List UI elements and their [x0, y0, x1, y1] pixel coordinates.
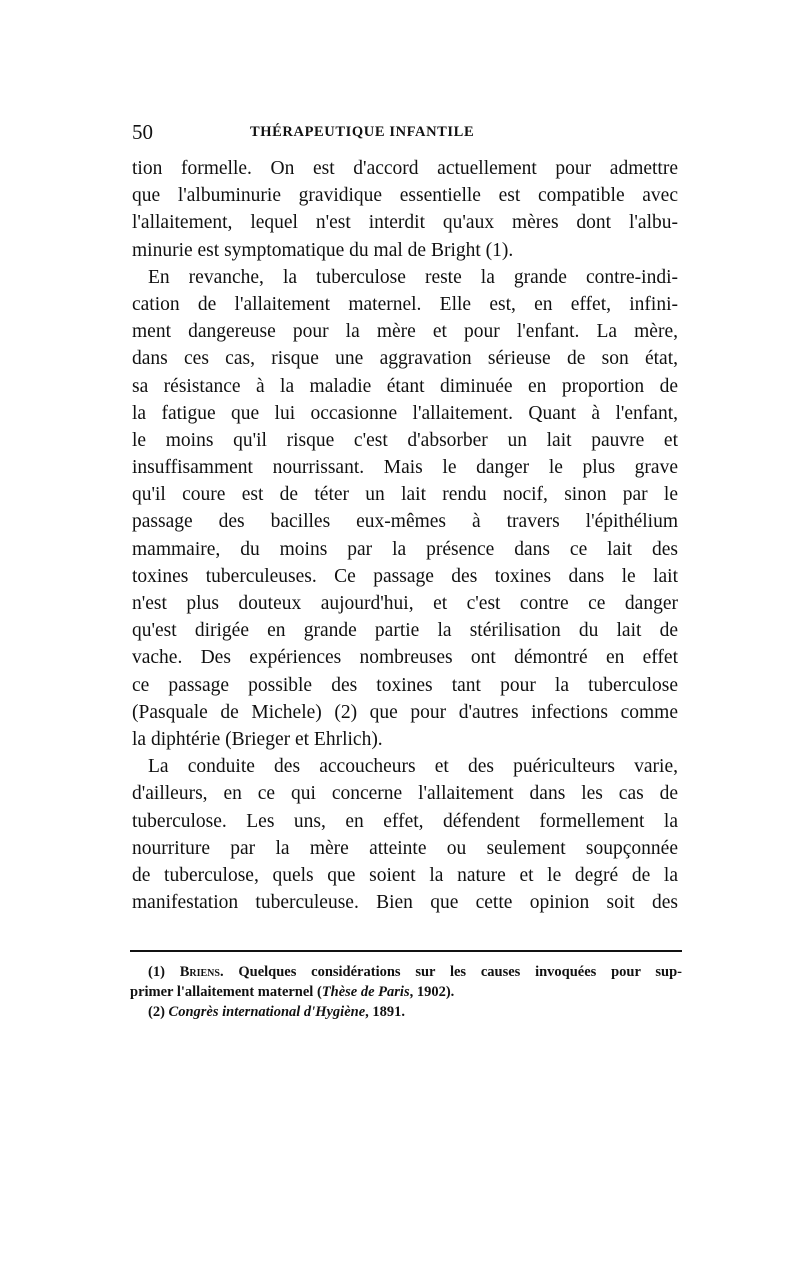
- text-line: tuberculose. Les uns, en effet, défendent formellement la: [132, 810, 678, 832]
- text-line: (Pasquale de Michele) (2) que pour d'autres infections comme: [132, 701, 678, 723]
- text-line: d'ailleurs, en ce qui concerne l'allaitement dans les cas de: [132, 783, 678, 805]
- footnote-1-author: Briens: [179, 964, 220, 980]
- page-number: 50: [132, 120, 153, 144]
- footnote-1-text-b: primer l'allaitement maternel (: [130, 984, 322, 1000]
- text-line: dans ces cas, risque une aggravation sérieuse de son état,: [132, 348, 678, 370]
- text-line: nourriture par la mère atteinte ou seulement soupçonnée: [132, 837, 678, 859]
- text-line: toxines tuberculeuses. Ce passage des toxines dans le lait: [132, 565, 678, 587]
- text-line: le moins qu'il risque c'est d'absorber un lait pauvre et: [132, 429, 678, 451]
- footnote-1-continued: [130, 982, 682, 1002]
- text-line: que l'albuminurie gravidique essentielle est compatible avec: [132, 185, 678, 207]
- page-header: [132, 120, 680, 144]
- text-line: qu'est dirigée en grande partie la stérilisation du lait de: [132, 620, 678, 642]
- footnote-2-title: Congrès international d'Hygiène: [168, 1004, 366, 1020]
- text-line: La conduite des accoucheurs et des puériculteurs varie,: [148, 756, 678, 778]
- text-line: la fatigue que lui occasionne l'allaitement. Quant à l'enfant,: [132, 402, 678, 424]
- text-line: minurie est symptomatique du mal de Bright (1).: [132, 239, 514, 261]
- text-line: insuffisamment nourrissant. Mais le danger le plus grave: [132, 457, 678, 479]
- text-line: sa résistance à la maladie étant diminuée en proportion de: [132, 375, 678, 397]
- footnote-2: [130, 1002, 682, 1022]
- footnote-1-text-a: . Quelques considérations sur les causes invoquées pour sup-: [219, 964, 682, 980]
- text-line: la diphtérie (Brieger et Ehrlich).: [132, 728, 383, 750]
- footnote-1-marker: (1): [148, 964, 165, 980]
- text-line: n'est plus douteux aujourd'hui, et c'est contre ce danger: [132, 593, 678, 614]
- text-line: tion formelle. On est d'accord actuellement pour admettre: [132, 158, 678, 179]
- text-line: mammaire, du moins par la présence dans ce lait des: [132, 538, 678, 560]
- footnote-2-text: , 1891.: [365, 1004, 406, 1020]
- footnote-1-text-c: , 1902).: [409, 984, 455, 1000]
- text-line: manifestation tuberculeuse. Bien que cette opinion soit des: [132, 892, 678, 914]
- text-line: l'allaitement, lequel n'est interdit qu'aux mères dont l'albu-: [132, 212, 678, 234]
- body-text: [132, 155, 678, 916]
- text-line: vache. Des expériences nombreuses ont démontré en effet: [132, 647, 678, 669]
- text-line: ment dangereuse pour la mère et pour l'enfant. La mère,: [132, 321, 678, 343]
- text-line: de tuberculose, quels que soient la nature et le degré de la: [132, 864, 678, 886]
- footnote-1-title: Thèse de Paris: [321, 984, 410, 1000]
- text-line: En revanche, la tuberculose reste la grande contre-indi-: [148, 266, 678, 288]
- footnotes: [130, 962, 682, 1022]
- text-line: cation de l'allaitement maternel. Elle est, en effet, infini-: [132, 293, 678, 315]
- footnote-1: [130, 962, 682, 982]
- text-line: ce passage possible des toxines tant pour la tuberculose: [132, 674, 678, 696]
- text-line: qu'il coure est de téter un lait rendu nocif, sinon par le: [132, 484, 678, 506]
- text-line: passage des bacilles eux-mêmes à travers l'épithélium: [132, 511, 678, 533]
- footnote-2-marker: (2): [148, 1004, 165, 1020]
- footnote-rule: [130, 950, 682, 952]
- running-head: THÉRAPEUTIQUE INFANTILE: [250, 124, 475, 140]
